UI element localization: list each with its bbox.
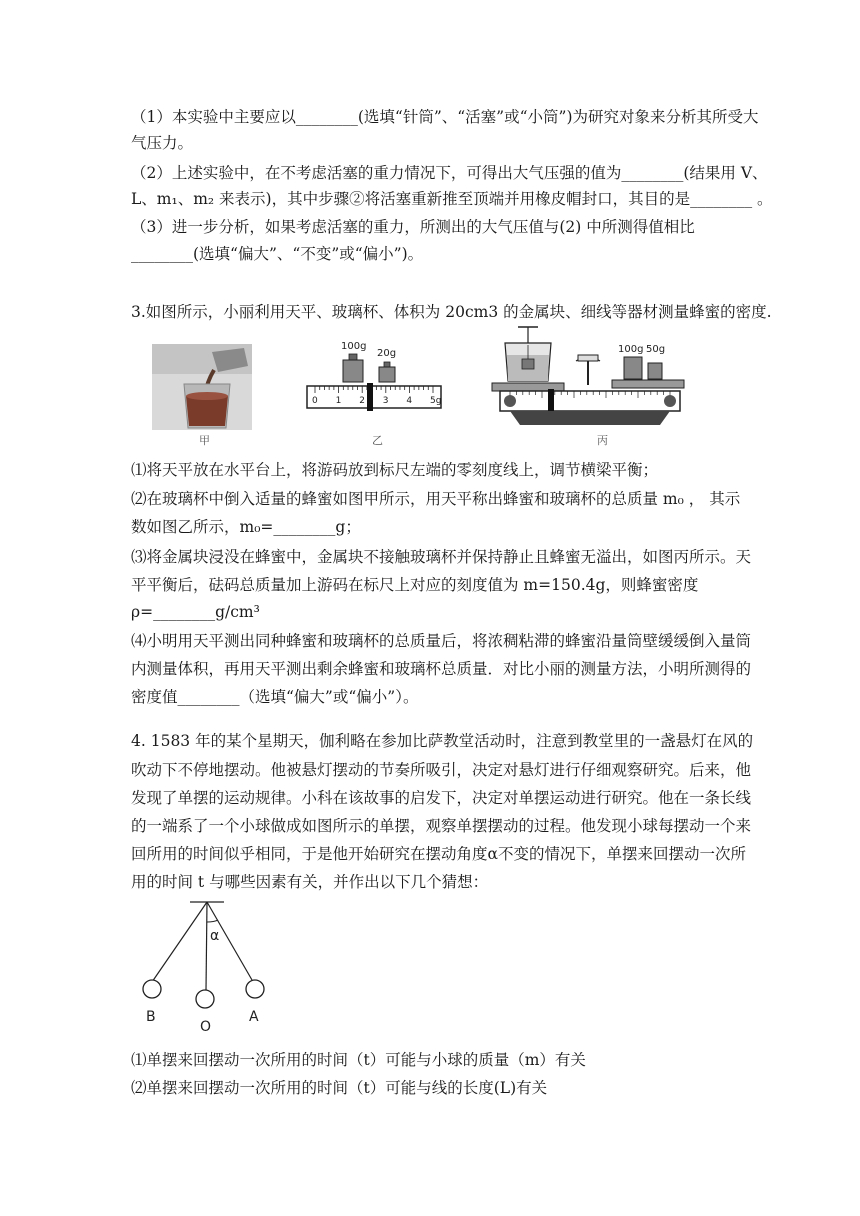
q4-line1: 4. 1583 年的某个星期天，伽利略在参加比萨教堂活动时，注意到教堂里的一盏悬灯在风的: [131, 732, 754, 750]
q3-step4-line2: 内测量体积，再用天平测出剩余蜂蜜和玻璃杯总质量．对比小丽的测量方法，小明所测得的: [131, 660, 752, 678]
q4-line4: 的一端系了一个小球做成如图所示的单摆，观察单摆摆动的过程。他发现小球每摆动一个来: [131, 817, 752, 835]
q4-line2: 吹动下不停地摆动。他被悬灯摆动的节奏所吸引，决定对悬灯进行仔细观察研究。后来，他: [131, 761, 752, 779]
q2-part3-line2: ________(选填“偏大”、“不变”或“偏小”)。: [131, 245, 424, 263]
figure-pendulum-angle-label: α: [210, 928, 220, 944]
q2-part1-line1: （1）本实验中主要应以________(选填“针筒”、“活塞”或“小筒”)为研究对象来分析其所受大: [131, 108, 759, 126]
q3-step2-line2: 数如图乙所示，m₀=________g；: [131, 518, 361, 536]
figure-yi-label: 乙: [372, 434, 383, 447]
q3-step2-line1: ⑵在玻璃杯中倒入适量的蜂蜜如图甲所示，用天平称出蜂蜜和玻璃杯的总质量 m₀ ， 其示: [131, 490, 741, 508]
q3-intro: 3.如图所示，小丽利用天平、玻璃杯、体积为 20cm3 的金属块、细线等器材测量蜂蜜的密度.: [131, 303, 772, 321]
figure-yi-rider: [367, 383, 373, 411]
pendulum-ball-a: [246, 980, 264, 998]
q4-line6: 用的时间 t 与哪些因素有关，并作出以下几个猜想：: [131, 873, 489, 891]
q4-guess1: ⑴单摆来回摆动一次所用的时间（t）可能与小球的质量（m）有关: [131, 1051, 586, 1069]
figure-yi-tick-label: 1: [335, 396, 342, 406]
figure-bing-label: 丙: [597, 434, 608, 447]
pendulum-ball-o: [196, 990, 214, 1008]
q4-line3: 发现了单摆的运动规律。小科在该故事的启发下，决定对单摆运动进行研究。他在一条长线: [131, 789, 752, 807]
figure-jia-honey-photo: [152, 344, 252, 430]
q3-step1: ⑴将天平放在水平台上，将游码放到标尺左端的零刻度线上，调节横梁平衡；: [131, 461, 659, 479]
figure-pendulum-label-o: O: [200, 1019, 212, 1035]
q3-step4-line3: 密度值________（选填“偏大”或“偏小”）。: [131, 688, 419, 706]
figure-bing-balance: [490, 325, 690, 431]
figure-bing-weight2-label: 50g: [646, 344, 666, 355]
q3-step3-line2: 平平衡后，砝码总质量加上游码在标尺上对应的刻度值为 m=150.4g，则蜂蜜密度: [131, 576, 699, 594]
figure-bing-weight1-label: 100g: [618, 344, 644, 355]
figure-yi-tick-label: 3: [382, 396, 389, 406]
figure-jia-label: 甲: [199, 434, 210, 447]
figure-yi-tick-label: 2: [359, 396, 365, 406]
q2-part3-line1: （3）进一步分析，如果考虑活塞的重力，所测出的大气压值与(2) 中所测得值相比: [131, 218, 695, 236]
figure-yi-tick-label: 0: [312, 396, 318, 406]
q4-line5: 回所用的时间似乎相同，于是他开始研究在摆动角度α不变的情况下，单摆来回摆动一次所: [131, 845, 746, 863]
q2-part2-line2: L、m₁、m₂ 来表示)，其中步骤②将活塞重新推至顶端并用橡皮帽封口，其目的是________ 。: [131, 190, 773, 208]
figure-yi-tick-label: 5g: [430, 396, 442, 406]
q2-part1-line2: 气压力。: [131, 134, 194, 152]
q3-step3-line3: ρ=________g/cm³: [131, 603, 260, 621]
figure-yi-weight1-label: 100g: [341, 341, 367, 352]
pendulum-ball-b: [143, 980, 161, 998]
q4-guess2: ⑵单摆来回摆动一次所用的时间（t）可能与线的长度(L)有关: [131, 1079, 548, 1097]
q3-step4-line1: ⑷小明用天平测出同种蜂蜜和玻璃杯的总质量后，将浓稠粘滞的蜂蜜沿量筒壁缓缓倒入量筒: [131, 632, 752, 650]
figure-pendulum-label-b: B: [146, 1009, 156, 1025]
figure-pendulum: [138, 898, 278, 1038]
figure-yi-weights-scale: [305, 336, 445, 416]
q3-step3-line1: ⑶将金属块浸没在蜂蜜中，金属块不接触玻璃杯并保持静止且蜂蜜无溢出，如图丙所示。天: [131, 548, 752, 566]
figure-yi-weight2-label: 20g: [377, 348, 397, 359]
figure-pendulum-label-a: A: [249, 1009, 259, 1025]
q2-part2-line1: （2）上述实验中，在不考虑活塞的重力情况下，可得出大气压强的值为________(结果用 V、: [131, 164, 768, 182]
figure-yi-tick-label: 4: [406, 396, 413, 406]
